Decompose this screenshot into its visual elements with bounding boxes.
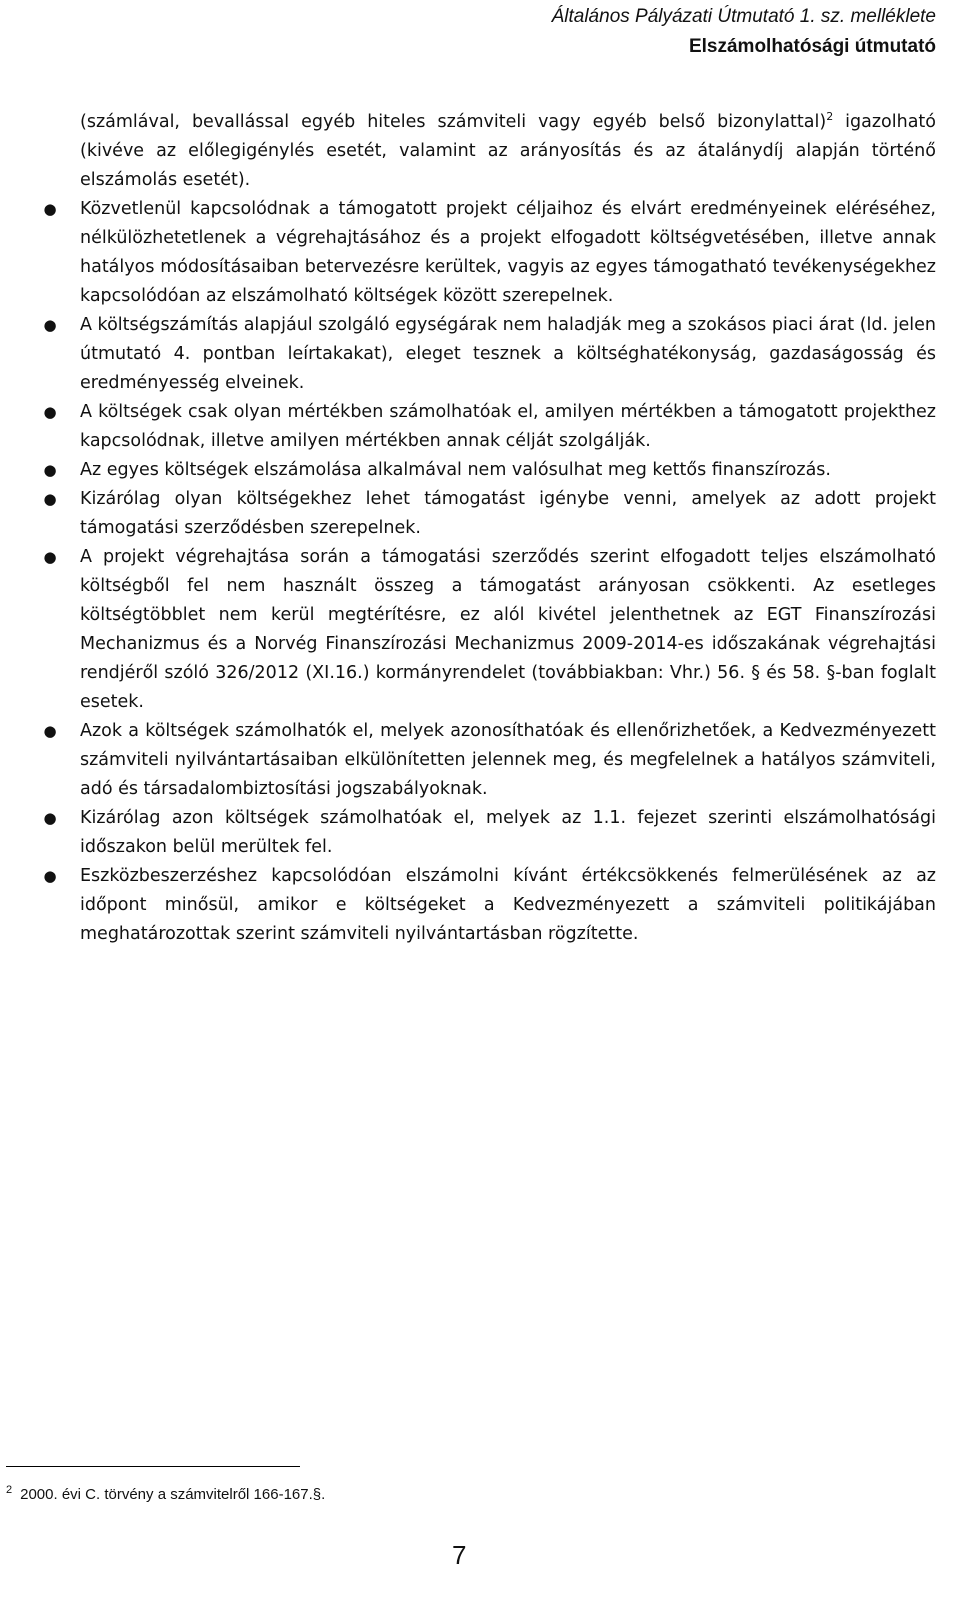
list-item bbox=[43, 398, 936, 456]
list-item bbox=[43, 311, 936, 398]
bullet-icon: ● bbox=[43, 461, 57, 479]
list-item-text: A költségszámítás alapjául szolgáló egységárak nem haladják meg a szokásos piaci árat (ld. jelen útmutató 4. pontban leírtakakat), eleget tesznek a költséghatékonyság, gazdaságosság és eredményesség elveinek. bbox=[80, 315, 936, 393]
bullet-icon: ● bbox=[43, 809, 57, 827]
list-item-text: Eszközbeszerzéshez kapcsolódóan elszámolni kívánt értékcsökkenés felmerülésének az az időpont minősül, amikor e költségeket a Kedvezményezett a számviteli politikájában meghatározottak szerint számviteli nyilvántartásban rögzítette. bbox=[80, 866, 936, 944]
header-document-title: Általános Pályázati Útmutató 1. sz. melléklete bbox=[551, 6, 936, 27]
footnote-number: 2 bbox=[6, 1484, 13, 1496]
bullet-icon: ● bbox=[43, 490, 57, 508]
list-item-text: Kizárólag olyan költségekhez lehet támogatást igénybe venni, amelyek az adott projekt támogatási szerződésben szerepelnek. bbox=[80, 489, 936, 538]
list-item bbox=[43, 717, 936, 804]
footnote-divider bbox=[6, 1466, 300, 1467]
page-header bbox=[552, 2, 936, 62]
bullet-icon: ● bbox=[43, 548, 57, 566]
bullet-icon: ● bbox=[43, 316, 57, 334]
bullet-icon: ● bbox=[43, 403, 57, 421]
page-body bbox=[43, 108, 936, 949]
list-item bbox=[43, 862, 936, 949]
bullet-icon: ● bbox=[43, 867, 57, 885]
footnote bbox=[6, 1478, 325, 1507]
list-item bbox=[43, 543, 936, 717]
criteria-list bbox=[43, 195, 936, 949]
bullet-icon: ● bbox=[43, 200, 57, 218]
list-item-text: A projekt végrehajtása során a támogatási szerződés szerint elfogadott teljes elszámolható költségből fel nem használt összeg a támogatást arányosan csökkenti. Az esetleges költségtöbblet nem kerül megtérítésre, ez alól kivétel jelenthetnek az EGT Finanszírozási Mechanizmus és a Norvég Finanszírozási Mechanizmus 2009-2014-es időszakának végrehajtási rendjéről szóló 326/2012 (XI.16.) kormányrendelet (továbbiakban: Vhr.) 56. § és 58. §-ban foglalt esetek. bbox=[80, 547, 936, 712]
list-item bbox=[43, 804, 936, 862]
intro-text-before: (számlával, bevallással egyéb hiteles számviteli vagy egyéb belső bizonylattal) bbox=[80, 112, 827, 132]
intro-text-after: igazolható (kivéve az előlegigénylés esetét, valamint az arányosítás és az átalánydíj alapján történő elszámolás esetét). bbox=[80, 112, 936, 190]
list-item-text: Azok a költségek számolhatók el, melyek azonosíthatóak és ellenőrizhetőek, a Kedvezményezett számviteli nyilvántartásaiban elkülönítetten jelennek meg, és megfelelnek a hatályos számviteli, adó és társadalombiztosítási jogszabályoknak. bbox=[80, 721, 936, 799]
list-item bbox=[43, 485, 936, 543]
list-item-text: A költségek csak olyan mértékben számolhatóak el, amilyen mértékben a támogatott projekthez kapcsolódnak, illetve amilyen mértékben annak célját szolgálják. bbox=[80, 402, 936, 451]
list-item bbox=[43, 195, 936, 311]
list-item-text: Kizárólag azon költségek számolhatóak el, melyek az 1.1. fejezet szerinti elszámolhatósági időszakon belül merültek fel. bbox=[80, 808, 936, 857]
footnote-reference: 2 bbox=[826, 110, 834, 124]
list-item-text: Az egyes költségek elszámolása alkalmával nem valósulhat meg kettős finanszírozás. bbox=[80, 460, 831, 480]
bullet-icon: ● bbox=[43, 722, 57, 740]
list-item-text: Közvetlenül kapcsolódnak a támogatott projekt céljaihoz és elvárt eredményeinek eléréséhez, nélkülözhetetlenek a végrehajtásához és a projekt elfogadott költségvetésében, illetve annak hatályos módosításaiban betervezésre kerültek, vagyis az egyes támogatható tevékenységekhez kapcsolódóan az elszámolható költségek között szerepelnek. bbox=[80, 199, 936, 306]
header-section-title: Elszámolhatósági útmutató bbox=[688, 36, 936, 57]
page-number: 7 bbox=[452, 1540, 467, 1570]
list-item bbox=[43, 456, 936, 485]
footnote-text: 2000. évi C. törvény a számvitelről 166-167.§. bbox=[20, 1486, 326, 1503]
intro-paragraph bbox=[80, 108, 936, 195]
